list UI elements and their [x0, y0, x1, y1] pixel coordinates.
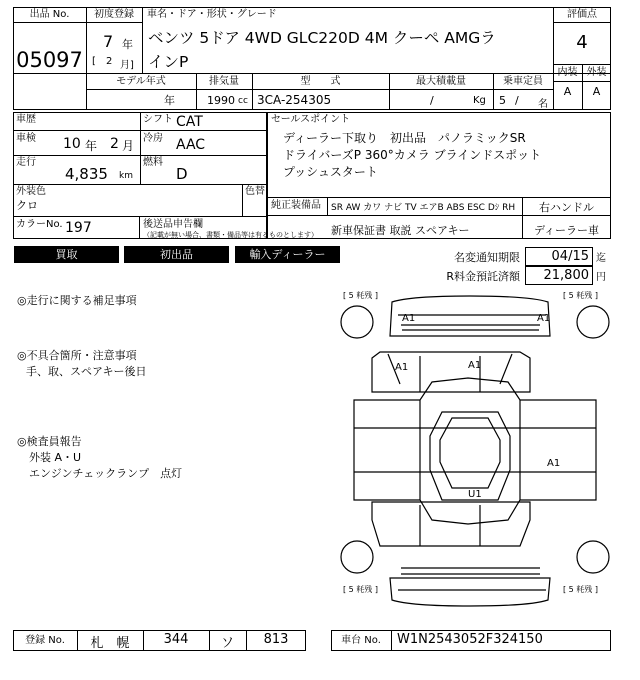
tire-tag-suffix: 粍残 [576, 291, 593, 300]
vin-value: W1N2543052F324150 [397, 632, 543, 647]
car-label: 車名・ドア・形状・グレード [147, 9, 277, 20]
damage-mark: A1 [402, 313, 416, 324]
shift-label: シフト [143, 114, 173, 125]
model-year-unit: 年 [164, 94, 175, 107]
inspector-line-1: 外装 A・U [29, 451, 82, 464]
color-no-label: カラーNo. [16, 219, 63, 230]
recycle-label: R料金預託済額 [446, 270, 520, 283]
tire-tag-value: 5 [348, 585, 354, 594]
sales-point-line-2: ドライバーズP 360°カメラ ブラインドスポット [283, 148, 542, 162]
defects-text: 手、取、スペアキー後日 [26, 365, 147, 378]
import-dealer-badge: 輸入ディーラー [235, 246, 340, 263]
history-label: 車歴 [16, 114, 36, 125]
ac-value: AAC [176, 137, 206, 153]
sales-point-label: セールスポイント [271, 114, 351, 125]
reg-label: 初度登録 [94, 9, 134, 20]
vin-divider [391, 630, 392, 651]
fuel-label: 燃料 [143, 157, 163, 168]
damage-mark: U1 [468, 489, 482, 500]
ext-color-label: 外装色 [16, 186, 46, 197]
recycle-unit: 円 [596, 272, 606, 283]
damage-mark: A1 [395, 362, 409, 373]
shaken-month: 2 [110, 136, 119, 152]
color-change-label: 色替 [245, 186, 265, 197]
score-value: 4 [576, 32, 588, 53]
displacement-value: 1990 [207, 94, 235, 107]
ext-color-value: クロ [16, 199, 38, 212]
handle-value: 右ハンドル [539, 201, 594, 214]
capacity-label: 乗車定員 [503, 76, 543, 87]
sales-point-line-3: プッシュスタート [283, 165, 378, 179]
max-load-unit: Kg [473, 95, 486, 106]
tire-tag-suffix: 粍残 [576, 585, 593, 594]
max-load-sep: / [430, 94, 434, 107]
docs-value: 新車保証書 取説 スペアキー [331, 224, 470, 237]
recycle-value: 21,800 [543, 268, 589, 283]
mileage-value: 4,835 [65, 165, 108, 183]
car-name-line1: ベンツ 5ドア 4WD GLC220D 4M クーペ AMGラ [148, 29, 496, 47]
color-no-value: 197 [65, 220, 92, 236]
defects-label: ◎不具合箇所・注意事項 [17, 349, 137, 362]
model-code: 3CA-254305 [257, 93, 332, 107]
tire-tag-top-right: [ 5 粍残 ] [563, 291, 598, 300]
reg-kana: ソ [220, 636, 234, 651]
tire-tag-value: 5 [568, 291, 574, 300]
reg-month: 2 [106, 56, 113, 67]
reg-number: 813 [263, 632, 289, 647]
reg-month-unit: 月] [120, 60, 134, 71]
displacement-unit: cc [238, 96, 248, 106]
car-name-line2: インP [148, 53, 189, 71]
tire-tag-value: 5 [568, 585, 574, 594]
sales-point-line-1: ディーラー下取り 初出品 パノラミックSR [283, 131, 526, 145]
first-listing-badge: 初出品 [124, 246, 229, 263]
aftermarket-label: 後送品申告欄 [143, 219, 203, 230]
name-change-label: 名変通知期限 [454, 251, 520, 264]
exterior-label: 外装 [586, 67, 607, 78]
tire-tag-suffix: 粍残 [356, 291, 373, 300]
shaken-label: 車検 [16, 133, 36, 144]
damage-mark: A1 [547, 458, 561, 469]
mileage-unit: km [119, 171, 133, 181]
shaken-month-unit: 月 [122, 139, 135, 153]
lot-number: 05097 [16, 48, 83, 72]
ac-label: 冷房 [143, 133, 163, 144]
reg-year-unit: 年 [122, 38, 133, 51]
reg-class: 344 [163, 632, 189, 647]
shaken-year: 10 [63, 136, 81, 152]
tire-tag-suffix: 粍残 [356, 585, 373, 594]
mileage-label: 走行 [16, 157, 36, 168]
displacement-label: 排気量 [209, 76, 239, 87]
vin-label: 車台 No. [341, 635, 381, 646]
fuel-value: D [176, 165, 188, 183]
dealer-value: ディーラー車 [533, 224, 600, 237]
name-change-unit: 迄 [596, 253, 606, 264]
reg-no-label: 登録 No. [25, 635, 65, 646]
interior-label: 内装 [557, 67, 578, 78]
lot-label: 出品 No. [29, 9, 70, 20]
damage-mark: A1 [468, 360, 482, 371]
equipment-items: SR AW カワ ナビ TV エアB ABS ESC Dｼ RH [331, 203, 516, 213]
aftermarket-note: （記載が無い場合、書類・備品等は有るものとします） [143, 231, 318, 239]
tire-tag-bottom-left: [ 5 粍残 ] [343, 585, 378, 594]
score-label: 評価点 [567, 9, 597, 20]
tire-tag-top-left: [ 5 粍残 ] [343, 291, 378, 300]
inspector-line-2: エンジンチェックランプ 点灯 [29, 467, 183, 480]
capacity-unit: 名 [538, 99, 548, 110]
shaken-year-unit: 年 [85, 139, 98, 153]
model-year-label: モデル年式 [116, 76, 166, 87]
max-load-label: 最大積載量 [416, 76, 466, 87]
name-change-value: 04/15 [551, 249, 589, 264]
equipment-label: 純正装備品 [271, 200, 321, 211]
driving-notes-label: ◎走行に関する補足事項 [17, 294, 137, 307]
reg-year: 7 [103, 32, 114, 51]
damage-mark: A1 [537, 313, 551, 324]
buy-badge: 買取 [14, 246, 119, 263]
tire-tag-bottom-right: [ 5 粍残 ] [563, 585, 598, 594]
interior-grade: A [563, 85, 572, 98]
capacity-sep: / [515, 94, 519, 107]
model-label: 型 式 [300, 76, 341, 87]
tire-tag-value: 5 [348, 291, 354, 300]
reg-region: 札 幌 [90, 636, 130, 651]
exterior-grade: A [592, 85, 601, 98]
inspector-label: ◎検査員報告 [17, 435, 82, 448]
capacity-value: 5 [499, 94, 506, 107]
shift-value: CAT [176, 114, 203, 130]
reg-month-open: [ [92, 56, 96, 67]
